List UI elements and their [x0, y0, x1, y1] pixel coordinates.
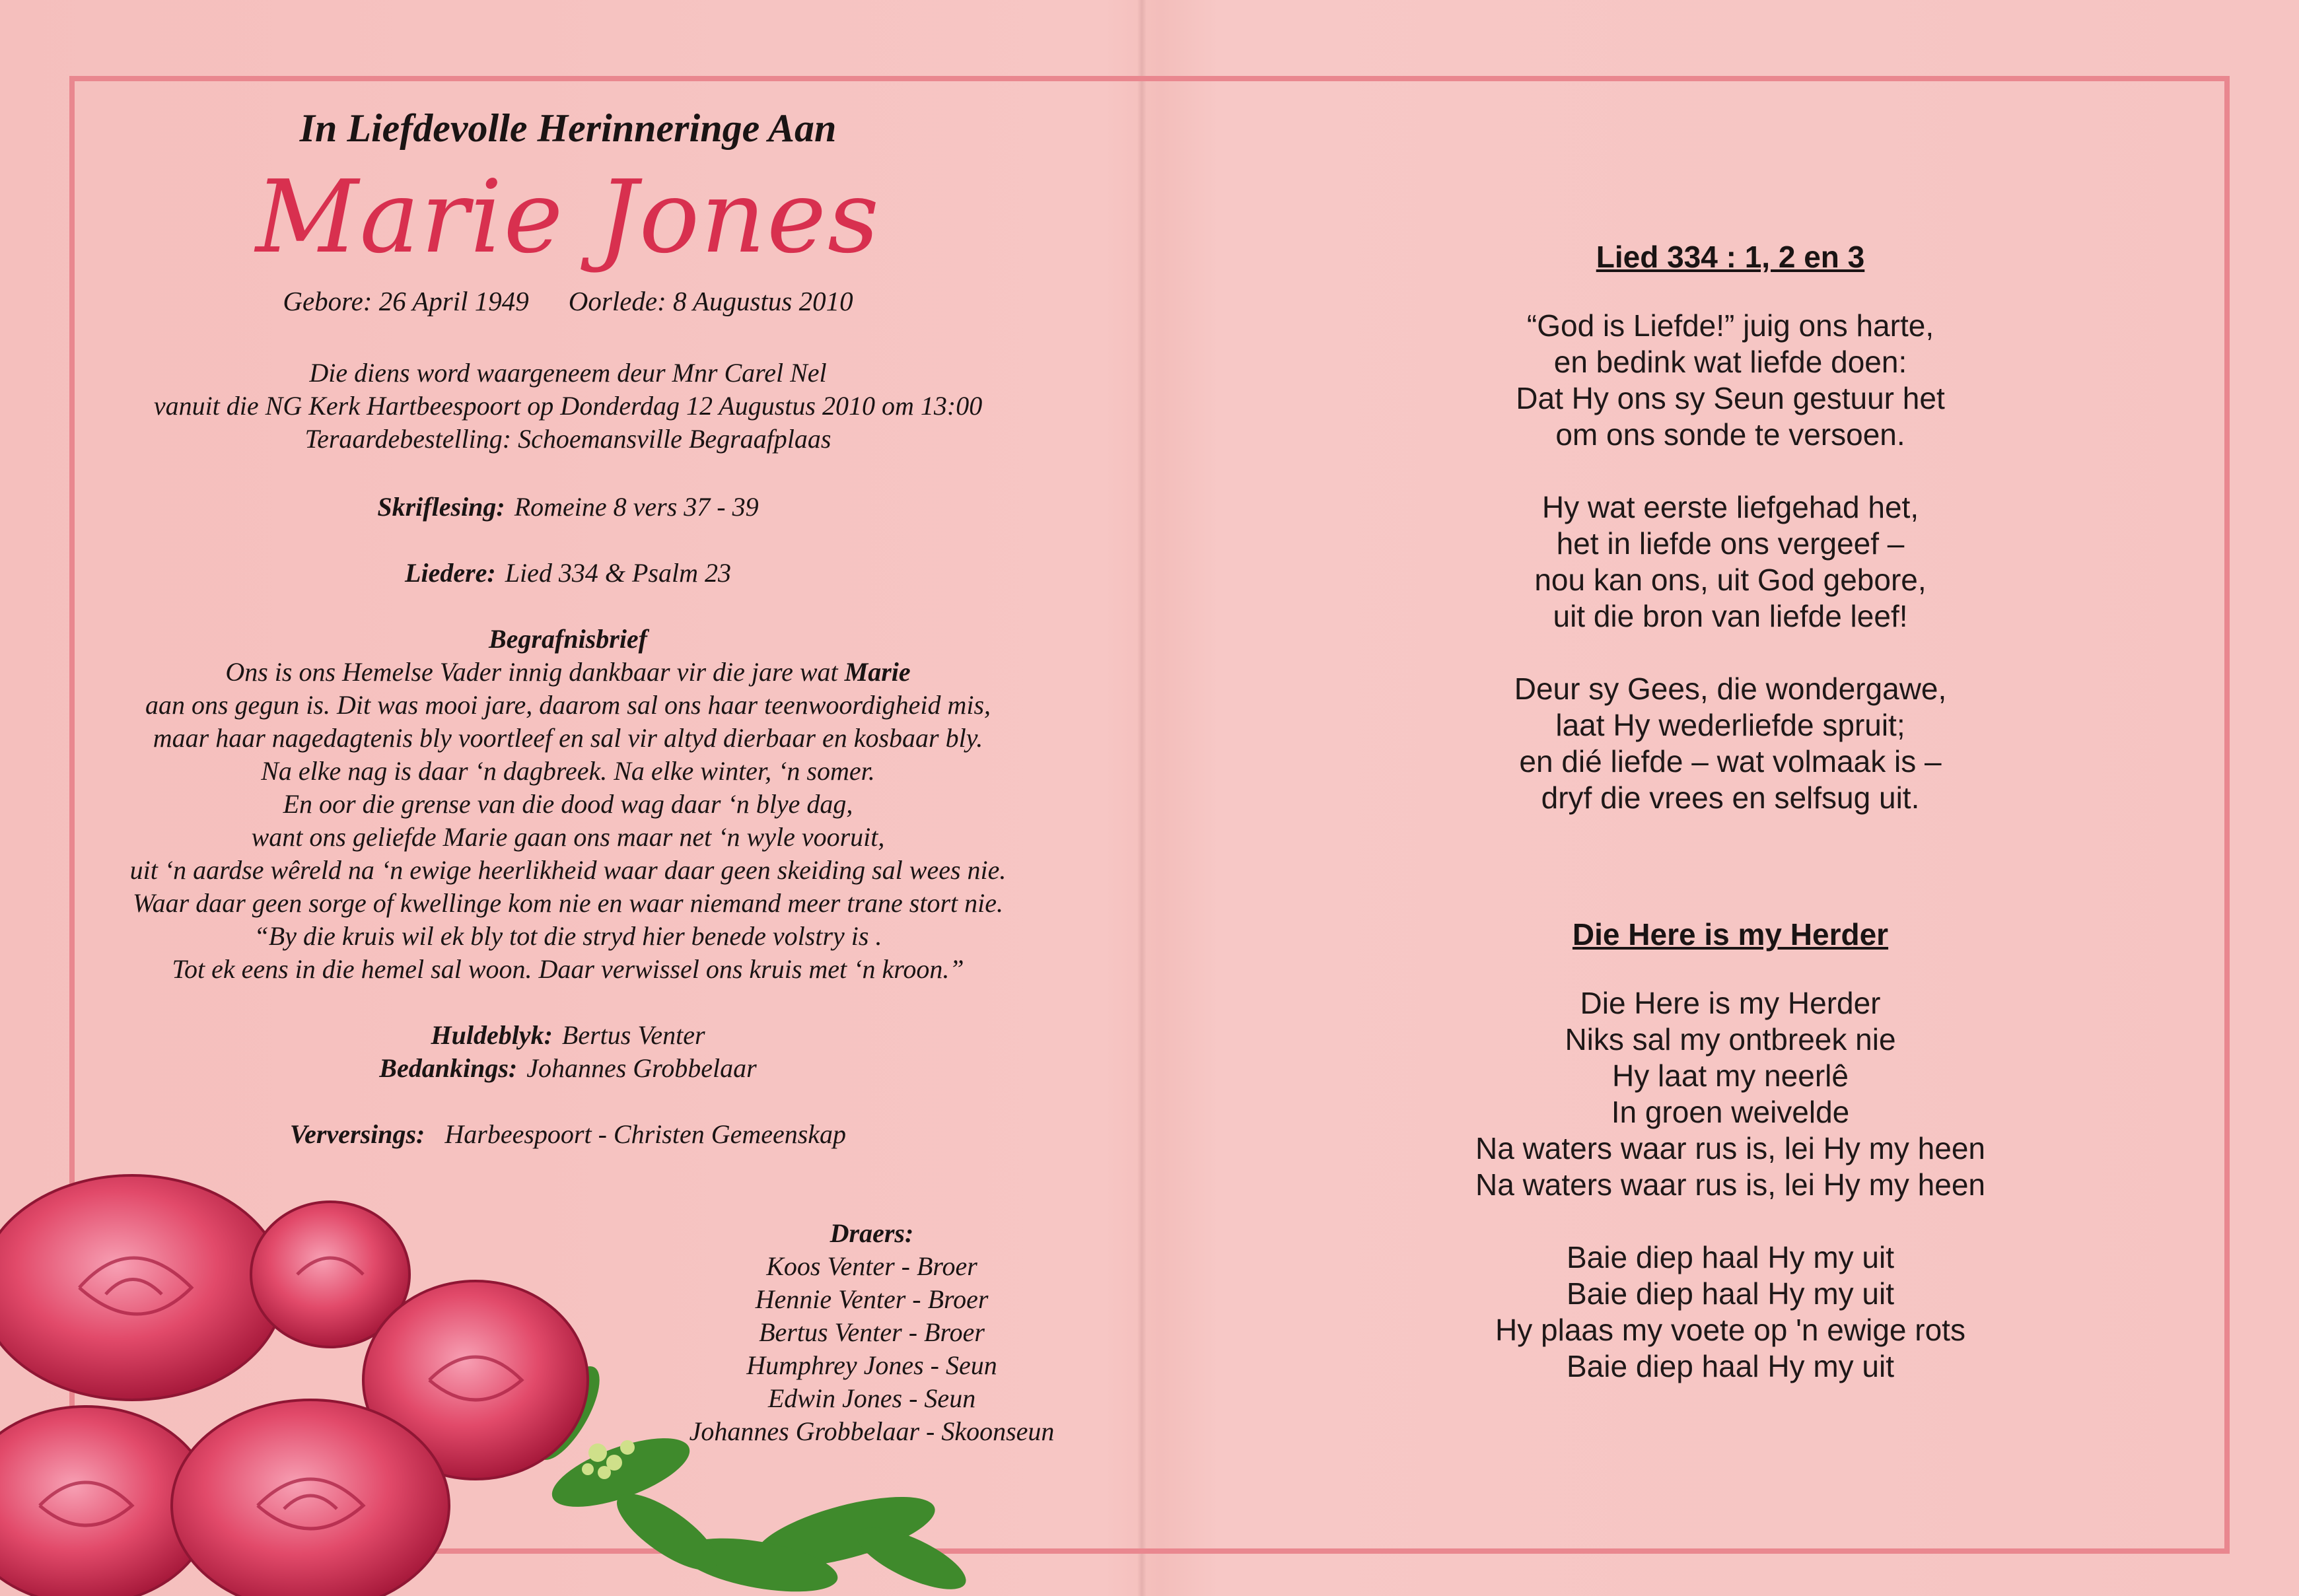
stanza	[1321, 1239, 2140, 1385]
lyric-line: dryf die vrees en selfsug uit.	[1541, 781, 1920, 815]
service-line: Teraardebestelling: Schoemansville Begraafplaas	[304, 424, 831, 454]
letter-line: “By die kruis wil ek bly tot die stryd hier benede volstry is .	[254, 921, 882, 951]
scripture-reading	[79, 491, 1057, 524]
letter-line: uit ‘n aardse wêreld na ‘n ewige heerlikheid waar daar geen skeiding sal wees nie.	[129, 855, 1007, 885]
refreshments-value: Harbeespoort - Christen Gemeenskap	[444, 1119, 847, 1149]
lyric-line: nou kan ons, uit God gebore,	[1534, 563, 1927, 597]
deceased-name: Marie Jones	[255, 158, 881, 275]
letter-line: En oor die grense van die dood wag daar ‘n blye dag,	[283, 789, 853, 819]
thanks-label: Bedankings:	[379, 1053, 518, 1083]
lyric-line: Na waters waar rus is, lei Hy my heen	[1475, 1131, 1986, 1165]
service-line: Die diens word waargeneem deur Mnr Carel Nel	[309, 358, 827, 388]
death-date: Oorlede: 8 Augustus 2010	[568, 286, 853, 316]
refreshments	[79, 1118, 1057, 1151]
lyric-line: In groen weivelde	[1611, 1095, 1850, 1129]
letter-name: Marie	[844, 657, 911, 687]
lyric-line: en dié liefde – wat volmaak is –	[1519, 744, 1942, 779]
pallbearer-name: Edwin Jones - Seun	[767, 1383, 976, 1413]
birth-date: Gebore: 26 April 1949	[283, 286, 529, 316]
refreshments-label: Verversings:	[289, 1119, 425, 1149]
letter-line: maar haar nagedagtenis bly voortleef en sal vir altyd dierbaar en kosbaar bly.	[153, 723, 983, 753]
lyric-line: Dat Hy ons sy Seun gestuur het	[1516, 381, 1945, 415]
lyric-line: “God is Liefde!” juig ons harte,	[1526, 308, 1934, 343]
tribute-and-thanks	[79, 1019, 1057, 1085]
tribute-label: Huldeblyk:	[431, 1020, 553, 1050]
stanza	[1321, 308, 2140, 453]
hymn-title: Lied 334 : 1, 2 en 3	[1596, 240, 1865, 274]
lyric-line: laat Hy wederliefde spruit;	[1555, 708, 1905, 742]
lyric-line: uit die bron van liefde leef!	[1553, 599, 1908, 633]
life-dates	[79, 285, 1057, 317]
stanza	[1321, 489, 2140, 635]
stanza	[1321, 985, 2140, 1203]
lyric-line: Baie diep haal Hy my uit	[1566, 1276, 1895, 1311]
song-title: Die Here is my Herder	[1572, 917, 1889, 952]
hymn-334	[1321, 239, 2140, 852]
service-line: vanuit die NG Kerk Hartbeespoort op Donderdag 12 Augustus 2010 om 13:00	[153, 391, 983, 421]
psalm-23-song	[1321, 917, 2140, 1421]
scripture-label: Skriflesing:	[377, 492, 505, 522]
letter-line: Waar daar geen sorge of kwellinge kom nie en waar niemand meer trane stort nie.	[133, 888, 1003, 918]
pallbearers	[660, 1217, 1083, 1448]
pallbearer-name: Bertus Venter - Broer	[759, 1317, 985, 1347]
lyric-line: Hy wat eerste liefgehad het,	[1541, 490, 1919, 524]
pallbearer-name: Koos Venter - Broer	[766, 1251, 977, 1281]
stanza	[1321, 671, 2140, 816]
memorial-heading: In Liefdevolle Herinneringe Aan	[299, 106, 837, 150]
letter-line: aan ons gegun is. Dit was mooi jare, daarom sal ons haar teenwoordigheid mis,	[145, 690, 991, 720]
songs	[79, 557, 1057, 590]
lyric-line: Hy laat my neerlê	[1612, 1058, 1849, 1093]
letter-line: Tot ek eens in die hemel sal woon. Daar verwissel ons kruis met ‘n kroon.”	[172, 954, 964, 984]
lyric-line: Na waters waar rus is, lei Hy my heen	[1475, 1167, 1986, 1202]
tribute-value: Bertus Venter	[561, 1020, 705, 1050]
songs-label: Liedere:	[405, 558, 496, 588]
letter-line: Na elke nag is daar ‘n dagbreek. Na elke winter, ‘n somer.	[261, 756, 875, 786]
scripture-value: Romeine 8 vers 37 - 39	[514, 492, 759, 522]
songs-value: Lied 334 & Psalm 23	[505, 558, 731, 588]
pallbearer-name: Johannes Grobbelaar - Skoonseun	[689, 1416, 1055, 1446]
lyric-line: Deur sy Gees, die wondergawe,	[1514, 672, 1947, 706]
lyric-line: Niks sal my ontbreek nie	[1565, 1022, 1896, 1057]
pallbearer-name: Humphrey Jones - Seun	[746, 1350, 997, 1380]
lyric-line: Baie diep haal Hy my uit	[1566, 1240, 1895, 1274]
thanks-value: Johannes Grobbelaar	[526, 1053, 757, 1083]
lyric-line: om ons sonde te versoen.	[1555, 417, 1905, 452]
funeral-letter	[79, 623, 1057, 986]
lyric-line: Die Here is my Herder	[1580, 986, 1881, 1020]
service-details	[79, 357, 1057, 456]
lyric-line: het in liefde ons vergeef –	[1556, 526, 1905, 561]
lyric-line: Hy plaas my voete op 'n ewige rots	[1495, 1313, 1965, 1347]
pallbearer-name: Hennie Venter - Broer	[755, 1284, 989, 1314]
pallbearers-title: Draers:	[830, 1218, 914, 1248]
letter-line	[79, 656, 1057, 689]
letter-line-start: Ons is ons Hemelse Vader innig dankbaar vir die jare wat	[225, 657, 845, 687]
lyric-line: en bedink wat liefde doen:	[1553, 345, 1907, 379]
letter-line: want ons geliefde Marie gaan ons maar net ‘n wyle vooruit,	[251, 822, 885, 852]
lyric-line: Baie diep haal Hy my uit	[1566, 1349, 1895, 1383]
letter-title: Begrafnisbrief	[489, 624, 647, 654]
thanks-line	[79, 1052, 1057, 1085]
tribute-line	[79, 1019, 1057, 1052]
